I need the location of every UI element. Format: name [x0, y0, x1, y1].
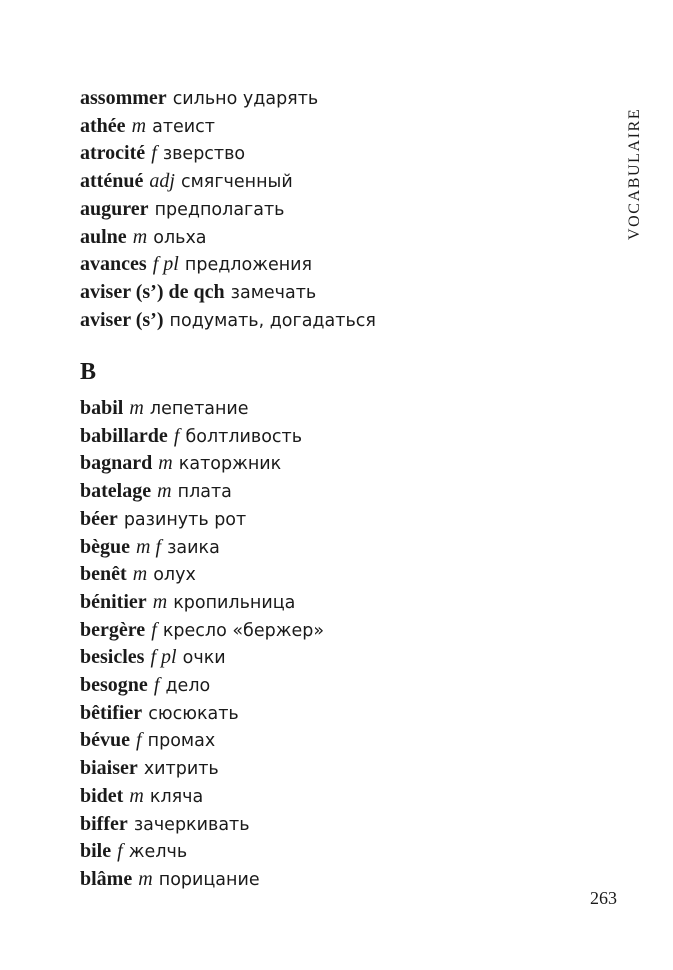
entry-translation: зачеркивать [133, 814, 250, 835]
entry-grammar: f [151, 142, 157, 165]
vocabulary-entry [80, 113, 376, 141]
entry-translation: зверство [162, 144, 246, 165]
vocabulary-entry [80, 672, 324, 700]
entry-translation: сюсюкать [148, 703, 239, 724]
entry-grammar: adj [149, 170, 175, 193]
entry-headword: blâme [80, 867, 133, 890]
vocabulary-entry [80, 561, 324, 589]
entry-grammar: m [158, 452, 173, 475]
vocabulary-entry [80, 727, 324, 755]
entry-grammar: f [117, 840, 123, 863]
entry-translation: олух [153, 565, 196, 586]
vocabulary-entry [80, 423, 324, 451]
entry-translation: ольха [153, 227, 207, 248]
vocabulary-list-b [80, 395, 324, 894]
entry-translation: лепетание [149, 399, 249, 419]
entry-translation: сильно ударять [172, 89, 319, 109]
entry-headword: atténué [80, 170, 144, 193]
entry-translation: атеист [152, 116, 215, 137]
entry-headword: aulne [80, 225, 127, 248]
entry-headword: bêtifier [80, 701, 143, 724]
entry-translation: порицание [158, 869, 260, 890]
entry-headword: bidet [80, 784, 124, 807]
entry-translation: кляча [149, 786, 204, 807]
entry-grammar: f [136, 729, 142, 752]
entry-headword: besogne [80, 674, 148, 697]
entry-translation: предполагать [154, 199, 285, 220]
vocabulary-entry [80, 450, 324, 478]
vocabulary-entry [80, 644, 324, 672]
vocabulary-entry [80, 395, 324, 423]
entry-headword: atrocité [80, 142, 146, 165]
running-header [625, 88, 645, 240]
running-header-text: VOCABULAIRE [626, 107, 643, 240]
vocabulary-entry [80, 617, 324, 645]
vocabulary-entry [80, 506, 324, 534]
entry-headword: babillarde [80, 424, 168, 447]
entry-translation: кропильница [173, 592, 296, 613]
entry-headword: benêt [80, 563, 127, 586]
vocabulary-list-a [80, 85, 376, 334]
entry-headword: batelage [80, 480, 152, 503]
entry-headword: biffer [80, 812, 128, 835]
entry-translation: предложения [184, 255, 313, 276]
entry-translation: заика [167, 537, 220, 558]
entry-headword: augurer [80, 197, 149, 220]
vocabulary-entry [80, 85, 376, 113]
entry-headword: babil [80, 397, 124, 419]
vocabulary-entry [80, 168, 376, 196]
entry-grammar: m [157, 480, 172, 503]
entry-headword: bénitier [80, 590, 147, 613]
entry-translation: плата [177, 482, 232, 503]
entry-grammar: f [173, 424, 180, 447]
entry-headword: aviser (s’) de qch [80, 280, 225, 303]
entry-headword: avances [80, 253, 147, 276]
entry-grammar: m [129, 397, 144, 419]
entry-grammar: m [132, 563, 148, 586]
entry-grammar: m [152, 590, 168, 613]
vocabulary-entry [80, 196, 376, 224]
entry-translation: смягченный [180, 172, 293, 193]
entry-translation: очки [182, 648, 226, 669]
vocabulary-entry [80, 140, 376, 168]
entry-translation: кресло «бержер» [162, 620, 325, 641]
vocabulary-entry [80, 783, 324, 811]
entry-headword: athée [80, 114, 126, 137]
section-heading-b: B [80, 359, 97, 385]
vocabulary-entry [80, 866, 324, 894]
entry-grammar: f [151, 618, 157, 641]
vocabulary-entry [80, 700, 324, 728]
entry-translation: каторжник [178, 454, 282, 475]
entry-headword: bévue [80, 729, 130, 752]
entry-headword: bile [80, 840, 112, 863]
entry-grammar: f [153, 674, 160, 697]
vocabulary-entry [80, 307, 376, 335]
entry-grammar: m f [136, 535, 162, 558]
entry-headword: bagnard [80, 452, 153, 475]
vocabulary-entry [80, 279, 376, 307]
vocabulary-entry [80, 478, 324, 506]
vocabulary-entry [80, 589, 324, 617]
entry-headword: besicles [80, 646, 145, 669]
vocabulary-entry [80, 224, 376, 252]
entry-grammar: m [132, 225, 148, 248]
entry-translation: промах [147, 731, 216, 752]
entry-grammar: m [131, 114, 147, 137]
entry-headword: bègue [80, 535, 130, 558]
entry-grammar: f pl [150, 646, 177, 669]
entry-translation: болтливость [185, 426, 303, 447]
vocabulary-entry [80, 251, 376, 279]
entry-grammar: m [138, 867, 153, 890]
entry-headword: aviser (s’) [80, 308, 164, 331]
entry-grammar: f pl [152, 253, 179, 276]
page-number: 263 [590, 888, 617, 908]
entry-translation: дело [165, 676, 211, 697]
entry-headword: bergère [80, 618, 146, 641]
entry-headword: béer [80, 507, 118, 530]
entry-headword: biaiser [80, 757, 138, 780]
entry-grammar: m [129, 784, 144, 807]
entry-translation: хитрить [143, 759, 219, 780]
entry-headword: assommer [80, 87, 167, 109]
entry-translation: замечать [230, 282, 317, 303]
entry-translation: подумать, догадаться [169, 310, 376, 331]
entry-translation: желчь [128, 842, 188, 863]
vocabulary-entry [80, 838, 324, 866]
vocabulary-entry [80, 534, 324, 562]
vocabulary-entry [80, 755, 324, 783]
vocabulary-entry [80, 811, 324, 839]
entry-translation: разинуть рот [123, 509, 247, 530]
